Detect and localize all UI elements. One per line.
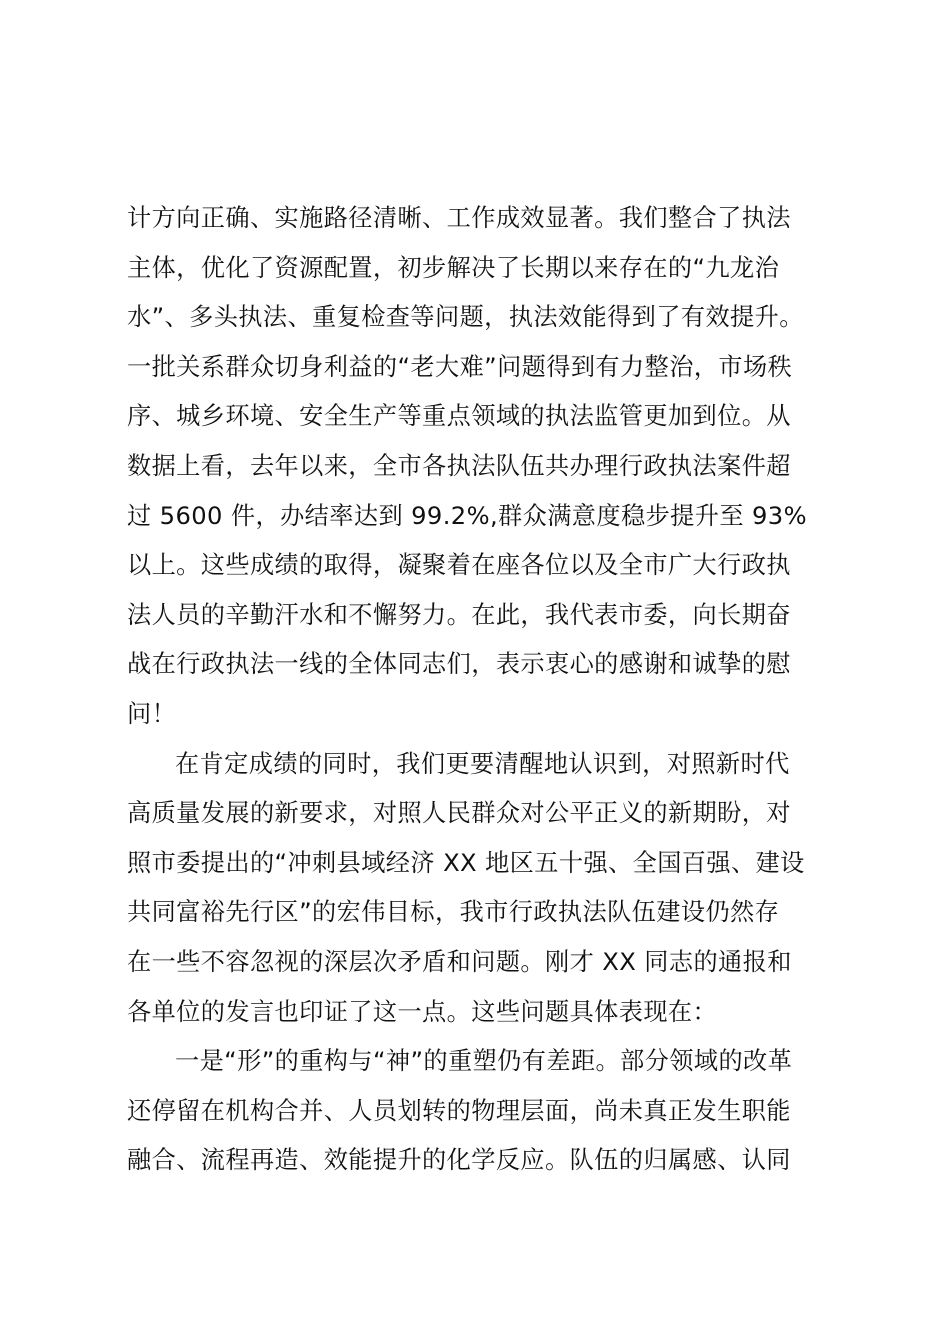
text-line: 战在行政执法一线的全体同志们，表示衷心的感谢和诚挚的慰 bbox=[127, 650, 791, 679]
body-text bbox=[127, 194, 839, 1186]
text-line: 高质量发展的新要求，对照人民群众对公平正义的新期盼，对 bbox=[127, 799, 791, 828]
text-line: 融合、流程再造、效能提升的化学反应。队伍的归属感、认同 bbox=[127, 1146, 791, 1175]
text-line: 照市委提出的“冲刺县域经济 XX 地区五十强、全国百强、建设 bbox=[127, 848, 805, 877]
text-line: 以上。这些成绩的取得，凝聚着在座各位以及全市广大行政执 bbox=[127, 551, 791, 580]
text-line: 主体，优化了资源配置，初步解决了长期以来存在的“九龙治 bbox=[127, 253, 780, 282]
paragraph-problems bbox=[127, 740, 839, 1038]
text-line: 在肯定成绩的同时，我们更要清醒地认识到，对照新时代 bbox=[175, 749, 790, 778]
text-line: 数据上看，去年以来，全市各执法队伍共办理行政执法案件超 bbox=[127, 451, 791, 480]
text-line: 法人员的辛勤汗水和不懈努力。在此，我代表市委，向长期奋 bbox=[127, 600, 791, 629]
text-line: 一批关系群众切身利益的“老大难”问题得到有力整治，市场秩 bbox=[127, 352, 793, 381]
text-line: 一是“形”的重构与“神”的重塑仍有差距。部分领域的改革 bbox=[175, 1047, 793, 1076]
text-line: 各单位的发言也印证了这一点。这些问题具体表现在： bbox=[127, 997, 718, 1026]
paragraph-achievements bbox=[127, 194, 839, 740]
text-line: 在一些不容忽视的深层次矛盾和问题。刚才 XX 同志的通报和 bbox=[127, 947, 792, 976]
paragraph-first-problem bbox=[127, 1037, 839, 1186]
text-line: 序、城乡环境、安全生产等重点领域的执法监管更加到位。从 bbox=[127, 402, 791, 431]
text-line: 水”、多头执法、重复检查等问题，执法效能得到了有效提升。 bbox=[127, 303, 804, 332]
text-line: 过 5600 件，办结率达到 99.2%,群众满意度稳步提升至 93% bbox=[127, 501, 807, 530]
text-line: 还停留在机构合并、人员划转的物理层面，尚未真正发生职能 bbox=[127, 1096, 791, 1125]
text-line: 计方向正确、实施路径清晰、工作成效显著。我们整合了执法 bbox=[127, 204, 791, 232]
text-line: 问！ bbox=[127, 699, 177, 728]
text-line: 共同富裕先行区”的宏伟目标，我市行政执法队伍建设仍然存 bbox=[127, 898, 780, 927]
